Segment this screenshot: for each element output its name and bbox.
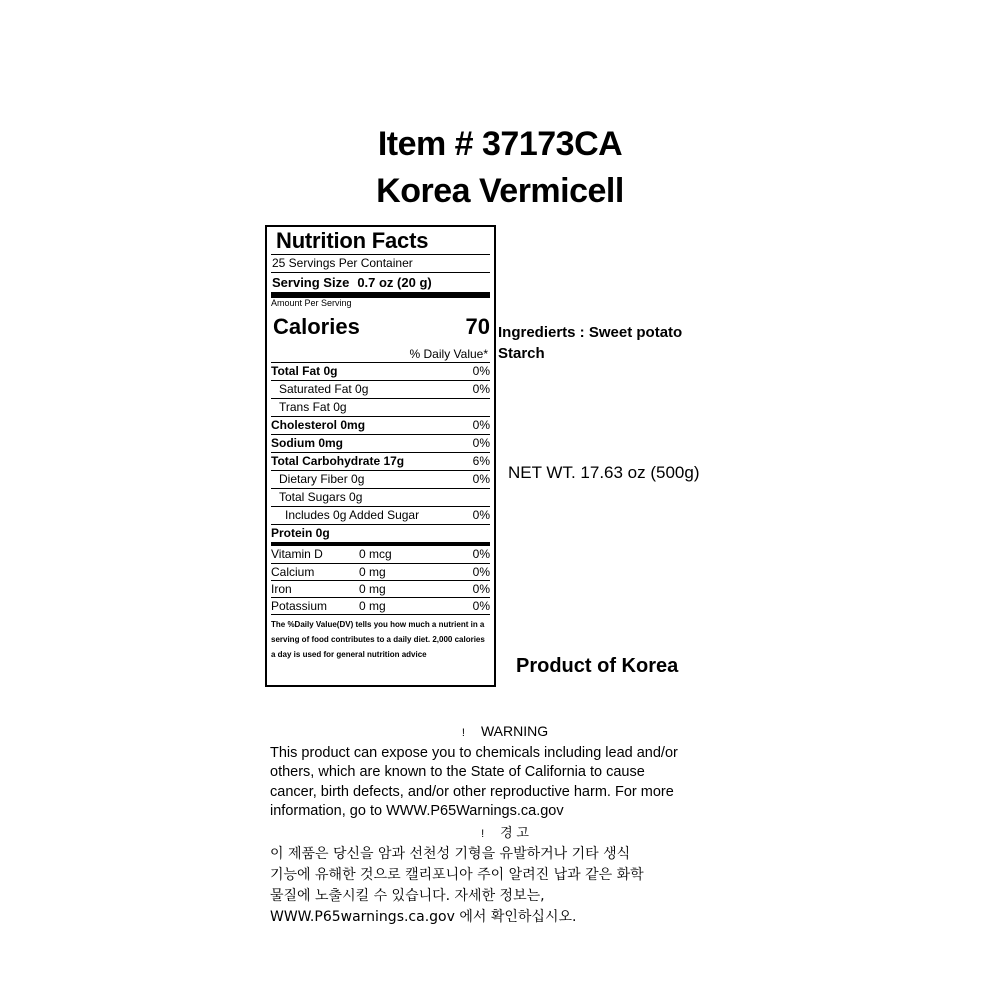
warning-triangle-icon: !	[481, 827, 485, 840]
daily-value-header: % Daily Value*	[409, 347, 488, 361]
nutrient-label: Total Fat 0g	[271, 364, 338, 378]
korean-warning-line: 기능에 유해한 것으로 캘리포니아 주이 알려진 납과 같은 화학	[270, 867, 644, 883]
nutrient-label: Cholesterol 0mg	[271, 418, 366, 432]
country-of-origin: Product of Korea	[516, 655, 679, 677]
nutrient-row	[271, 452, 490, 470]
vitamin-row	[271, 580, 490, 597]
item-number: Item # 37173CA	[377, 125, 623, 163]
nutrient-row	[271, 380, 490, 398]
vitamin-amount: 0 mcg	[359, 547, 392, 561]
nutrient-row	[271, 524, 490, 542]
vitamin-percent: 0%	[472, 565, 490, 579]
korean-warning-title: 경 고	[500, 824, 529, 840]
nutrient-label: Saturated Fat 0g	[279, 382, 369, 396]
nutrition-facts-panel	[265, 225, 496, 687]
nutrient-label: Dietary Fiber 0g	[279, 472, 365, 486]
nutrient-label: Total Sugars 0g	[279, 490, 363, 504]
nutrient-percent: 0%	[472, 472, 490, 486]
vitamin-name: Iron	[271, 582, 292, 596]
nutrient-percent: 0%	[472, 364, 490, 378]
net-weight: NET WT. 17.63 oz (500g)	[508, 463, 700, 482]
calories-row	[271, 309, 490, 342]
nutrient-percent: 0%	[472, 418, 490, 432]
amount-per-serving: Amount Per Serving	[271, 298, 352, 308]
vitamin-amount: 0 mg	[359, 582, 386, 596]
nutrient-label: Protein 0g	[271, 526, 330, 540]
nutrient-label: Sodium 0mg	[271, 436, 344, 450]
warning-line: cancer, birth defects, and/or other reproductive harm. For more	[270, 783, 674, 800]
nutrient-label: Includes 0g Added Sugar	[285, 508, 420, 522]
vitamin-row	[271, 546, 490, 563]
vitamin-row	[271, 597, 490, 614]
nutrient-row	[271, 488, 490, 506]
serving-size-label: Serving Size	[272, 275, 350, 290]
serving-size	[271, 272, 490, 292]
nutrient-row	[271, 434, 490, 452]
vitamin-name: Vitamin D	[271, 547, 323, 561]
nutrient-percent: 0%	[472, 508, 490, 522]
korean-warning-line: 물질에 노출시킬 수 있습니다. 자세한 정보는,	[270, 888, 545, 904]
nutrient-row	[271, 470, 490, 488]
ingredients-text: Ingredierts : Sweet potato Starch	[498, 324, 683, 362]
nutrient-label: Total Carbohydrate 17g	[271, 454, 405, 468]
warning-line: This product can expose you to chemicals including lead and/or	[270, 744, 678, 761]
nutrition-facts-title: Nutrition Facts	[276, 228, 429, 253]
korean-warning-line: 이 제품은 당신을 암과 선천성 기형을 유발하거나 기타 생식	[270, 846, 631, 862]
warning-heading	[270, 722, 740, 744]
nutrient-row	[271, 416, 490, 434]
calories-label: Calories	[273, 314, 360, 339]
korean-warning-heading	[270, 823, 740, 845]
vitamin-row	[271, 563, 490, 580]
vitamin-percent: 0%	[472, 547, 490, 561]
vitamin-percent: 0%	[472, 582, 490, 596]
prop65-warning	[270, 722, 740, 928]
nutrient-row	[271, 362, 490, 380]
daily-value-footnote: The %Daily Value(DV) tells you how much a nutrient in a serving of food contributes to a daily diet. 2,000 calories a day is used for general nutrition advice	[271, 614, 490, 662]
product-name: Korea Vermicell	[376, 172, 624, 210]
warning-line: information, go to WWW.P65Warnings.ca.gov	[270, 803, 564, 819]
serving-size-value: 0.7 oz (20 g)	[357, 275, 432, 290]
nutrient-percent: 0%	[472, 436, 490, 450]
vitamin-name: Calcium	[271, 565, 315, 579]
nutrient-label: Trans Fat 0g	[279, 400, 347, 414]
nutrient-row	[271, 506, 490, 524]
vitamin-name: Potassium	[271, 599, 328, 613]
vitamin-amount: 0 mg	[359, 599, 386, 613]
vitamin-amount: 0 mg	[359, 565, 386, 579]
nutrient-row	[271, 398, 490, 416]
warning-title: WARNING	[480, 723, 549, 739]
vitamin-percent: 0%	[472, 599, 490, 613]
servings-per-container: 25 Servings Per Container	[271, 254, 490, 272]
warning-triangle-icon: !	[461, 727, 465, 739]
korean-warning-line: WWW.P65warnings.ca.gov 에서 확인하십시오.	[270, 909, 577, 925]
nutrient-percent: 6%	[472, 454, 490, 468]
calories-value: 70	[465, 314, 490, 339]
warning-line: others, which are known to the State of California to cause	[270, 764, 645, 780]
nutrient-percent: 0%	[472, 382, 490, 396]
